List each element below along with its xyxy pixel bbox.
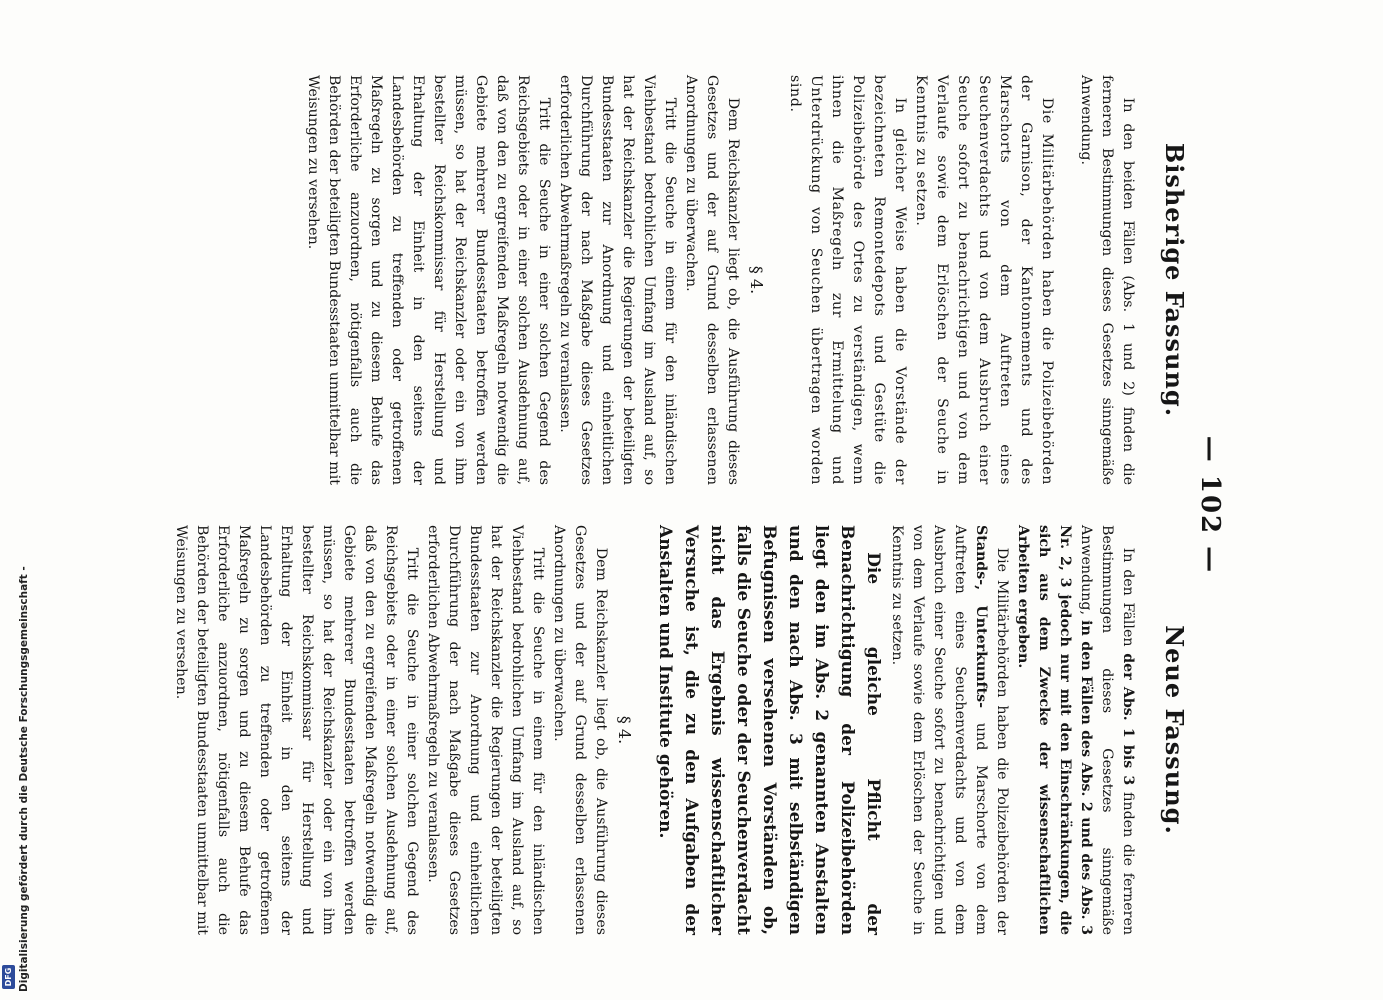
text-run: In den Fällen: [1120, 547, 1136, 654]
paragraph: Tritt die Seuche in einer solchen Gegend des Reichsgebiets oder in einer solchen Ausdehnung auf, daß von den zu ergreifenden Maßregeln notwendig die Gebiete mehrerer Bundesstaaten betroffen werden müssen, so hat der Reichskanzler oder ein von ihm bestellter Reichskommissar für Herstellung und Erhaltung der Einheit in den seitens der Landesbehörden zu treffenden oder getroffenen Maßregeln zu sorgen und zu diesem Behufe das Erforderliche anzuordnen, nötigenfalls auch die Behörden der beteiligten Bundesstaaten unmittelbar mit Weisungen zu versehen.: [173, 525, 420, 935]
text-run: finden die ferneren Bestimmungen dieses Gesetzes sinngemäße Anwendung,: [1078, 525, 1136, 935]
column-heading-old: Bisherige Fassung.: [1160, 142, 1189, 418]
paragraph: Dem Reichskanzler liegt ob, die Ausführung dieses Gesetzes und der auf Grund desselben erlassenen Anordnungen zu überwachen.: [551, 525, 609, 935]
paragraph: In den beiden Fällen (Abs. 1 und 2) finden die ferneren Bestimmungen dieses Gesetzes sinngemäße Anwendung.: [1078, 75, 1136, 485]
paragraph: Tritt die Seuche in einem für den inländischen Viehbestand bedrohlichen Umfang im Ausland auf, so hat der Reichskanzler die Regierungen der beteiligten Bundesstaaten zur Anordnung und einheitlichen Durchführung der nach Maßgabe dieses Gesetzes erforderlichen Abwehrmaßregeln zu veranlassen.: [557, 75, 678, 485]
paragraph: In gleicher Weise haben die Vorstände der bezeichneten Remontedepots und Gestüte die Polizeibehörde des Ortes zu verständigen, wenn ihnen die Maßregeln zur Ermittelung und Unterdrückung von Seuchen übertragen worden sind.: [787, 75, 908, 485]
digitization-credit: Digitalisierung gefördert durch die Deutsche Forschungsgemeinschaft -: [18, 566, 30, 992]
section-heading: § 4.: [615, 715, 634, 745]
column-old-version: [302, 75, 1189, 485]
paragraph: Tritt die Seuche in einem für den inländischen Viehbestand bedrohlichen Umfang im Ausland auf, so hat der Reichskanzler die Regierungen der beteiligten Bundesstaaten zur Anordnung und einheitlichen Durchführung der nach Maßgabe dieses Gesetzes erforderlichen Abwehrmaßregeln zu veranlassen.: [425, 525, 546, 935]
rotated-page-content: [145, 75, 1225, 935]
column-heading-new: Neue Fassung.: [1160, 625, 1189, 835]
paragraph: Die Militärbehörden haben die Polizeibehörden der Garnison, der Kantonnements und des Marschorts von dem Auftreten eines Seuchenverdachts und von dem Ausbruch einer Seuche sofort zu benachrichtigen und von dem Verlaufe sowie dem Erlöschen der Seuche in Kenntnis zu setzen.: [913, 75, 1055, 485]
dfg-logo: [2, 965, 15, 989]
paragraph: Dem Reichskanzler liegt ob, die Ausführung dieses Gesetzes und der auf Grund desselben erlassenen Anordnungen zu überwachen.: [683, 75, 741, 485]
bold-text-run: in den Fällen des Abs. 2 und des Abs. 3 Nr. 2, 3 jedoch nur mit den Einschränkungen, die sich aus dem Zwecke der wissenschaftlichen Arbeiten ergeben.: [1015, 525, 1094, 935]
text-run: und Marschorte von dem Auftreten eines Seuchenverdachts und von dem Ausbruch einer Seuche sofort zu benachrichtigen und von dem Verlaufe sowie dem Erlöschen der Seuche in Kenntnis zu setzen.: [889, 525, 989, 935]
dfg-logo-text: DFG: [4, 967, 13, 987]
column-new-version: [170, 525, 1189, 935]
emphasized-paragraph: Die gleiche Pflicht der Benachrichtigung der Polizeibehörden liegt den im Abs. 2 genannten Anstalten und den nach Abs. 3 mit selbständigen Befugnissen versehenen Vorständen ob, falls die Seuche oder der Seuchenverdacht nicht das Ergebnis wissenschaftlicher Versuche ist, die zu den Aufgaben der Anstalten und Institute gehören.: [655, 525, 883, 935]
paragraph: [886, 525, 1012, 935]
section-heading: § 4.: [747, 265, 766, 295]
bold-text-run: der Abs. 1 bis 3: [1120, 653, 1136, 786]
paragraph: [1012, 525, 1138, 935]
paragraph: Tritt die Seuche in einer solchen Gegend des Reichsgebiets oder in einer solchen Ausdehnung auf, daß von den zu ergreifenden Maßregeln notwendig die Gebiete mehrerer Bundesstaaten betroffen werden müssen, so hat der Reichskanzler oder ein von ihm bestellter Reichskommissar für Herstellung und Erhaltung der Einheit in den seitens der Landesbehörden zu treffenden oder getroffenen Maßregeln zu sorgen und zu diesem Behufe das Erforderliche anzuordnen, nötigenfalls auch die Behörden der beteiligten Bundesstaaten unmittelbar mit Weisungen zu versehen.: [305, 75, 552, 485]
text-run: Die Militärbehörden haben die Polizeibehörden der: [994, 547, 1010, 935]
bold-text-run: Stands-, Unterkunfts-: [973, 525, 989, 709]
page-number: — 102 —: [1195, 435, 1225, 575]
